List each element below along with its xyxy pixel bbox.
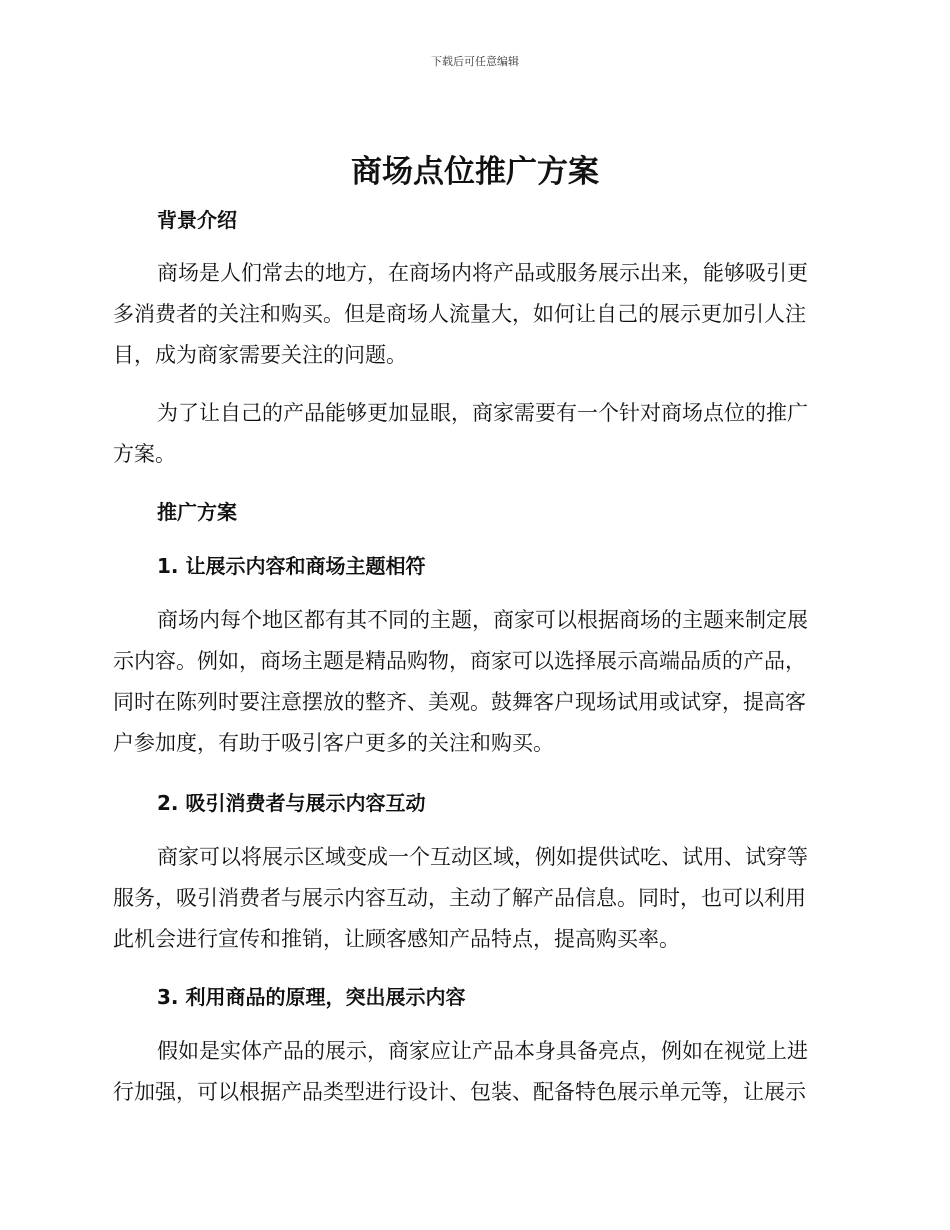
subsection-heading-3: 3. 利用商品的原理，突出展示内容 (157, 985, 466, 1009)
paragraph-line: 户参加度，有助于吸引客户更多的关注和购买。 (113, 731, 554, 755)
page-header: 下载后可任意编辑 (431, 55, 519, 68)
paragraph-section-2 (113, 837, 829, 960)
paragraph-line: 商家可以将展示区域变成一个互动区域，例如提供试吃、试用、试穿等 (157, 845, 808, 869)
document-title: 商场点位推广方案 (351, 154, 599, 190)
paragraph-line: 商场内每个地区都有其不同的主题，商家可以根据商场的主题来制定展 (157, 608, 808, 632)
paragraph-line: 同时在陈列时要注意摆放的整齐、美观。鼓舞客户现场试用或试穿，提高客 (113, 690, 806, 714)
paragraph-section-3 (113, 1031, 829, 1113)
section-heading-plan: 推广方案 (157, 500, 237, 524)
paragraph-line: 假如是实体产品的展示，商家应让产品本身具备亮点，例如在视觉上进 (157, 1039, 808, 1063)
paragraph-line: 服务，吸引消费者与展示内容互动，主动了解产品信息。同时，也可以利用 (113, 886, 806, 910)
paragraph-line: 为了让自己的产品能够更加显眼，商家需要有一个针对商场点位的推广 (157, 401, 808, 425)
subsection-heading-2: 2. 吸引消费者与展示内容互动 (157, 791, 426, 815)
paragraph-line: 行加强，可以根据产品类型进行设计、包装、配备特色展示单元等，让展示 (113, 1080, 806, 1104)
paragraph-line: 示内容。例如，商场主题是精品购物，商家可以选择展示高端品质的产品， (113, 649, 806, 673)
paragraph-line: 方案。 (113, 442, 176, 466)
paragraph-background-1 (113, 253, 829, 376)
paragraph-line: 多消费者的关注和购买。但是商场人流量大，如何让自己的展示更加引人注 (113, 302, 806, 326)
paragraph-line: 商场是人们常去的地方，在商场内将产品或服务展示出来，能够吸引更 (157, 261, 808, 285)
paragraph-section-1 (113, 600, 829, 764)
section-heading-background: 背景介绍 (157, 208, 237, 232)
paragraph-line: 此机会进行宣传和推销，让顾客感知产品特点，提高购买率。 (113, 927, 680, 951)
paragraph-background-2 (113, 393, 829, 475)
paragraph-line: 目，成为商家需要关注的问题。 (113, 343, 407, 367)
subsection-heading-1: 1. 让展示内容和商场主题相符 (157, 554, 426, 578)
